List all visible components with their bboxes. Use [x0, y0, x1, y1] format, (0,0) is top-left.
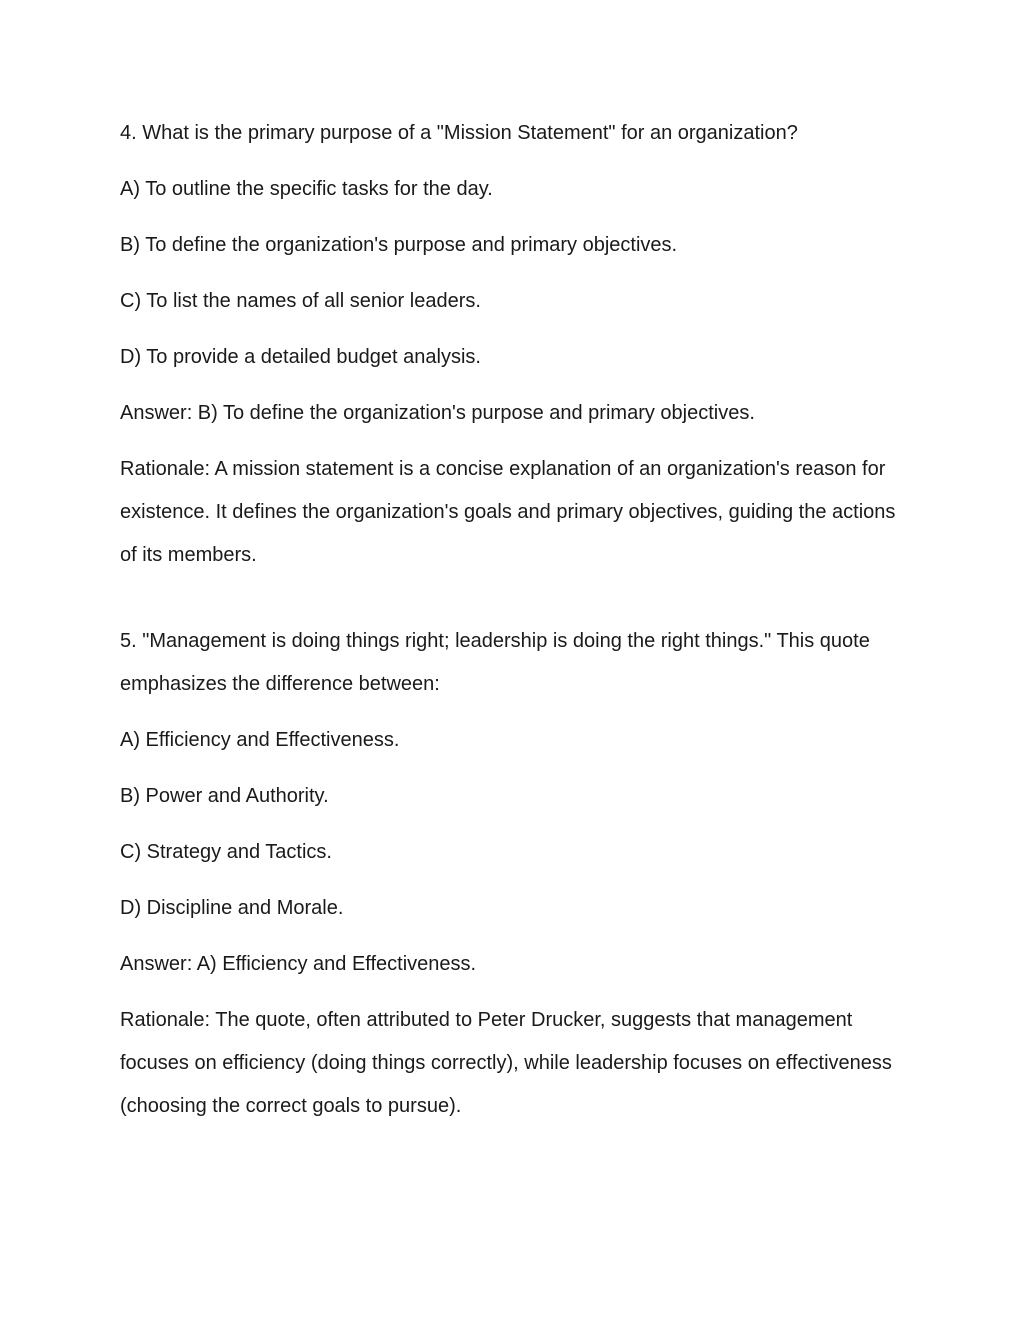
option-c: C) To list the names of all senior leaders. [120, 290, 481, 312]
answer-text: Answer: A) Efficiency and Effectiveness. [120, 953, 477, 975]
rationale-text: Rationale: The quote, often attributed to Peter Drucker, suggests that management focuses on efficiency (doing things correctly), while leadership focuses on effectiveness (choosing the correct goals to pursue). [120, 1009, 892, 1117]
option-d: D) Discipline and Morale. [120, 897, 344, 919]
question-block-5 [120, 620, 900, 1128]
document-content [120, 112, 900, 1141]
question-block-4 [120, 112, 900, 577]
option-c: C) Strategy and Tactics. [120, 841, 332, 863]
option-d: D) To provide a detailed budget analysis. [120, 346, 481, 368]
option-b: B) Power and Authority. [120, 785, 329, 807]
question-prompt: 5. "Management is doing things right; leadership is doing the right things." This quote emphasizes the difference between: [120, 630, 870, 695]
rationale-text: Rationale: A mission statement is a concise explanation of an organization's reason for existence. It defines the organization's goals and primary objectives, guiding the actions of its members. [120, 458, 896, 566]
option-a: A) Efficiency and Effectiveness. [120, 729, 400, 751]
answer-text: Answer: B) To define the organization's purpose and primary objectives. [120, 402, 755, 424]
option-a: A) To outline the specific tasks for the day. [120, 178, 493, 200]
option-b: B) To define the organization's purpose and primary objectives. [120, 234, 678, 256]
question-prompt: 4. What is the primary purpose of a "Mission Statement" for an organization? [120, 122, 798, 144]
